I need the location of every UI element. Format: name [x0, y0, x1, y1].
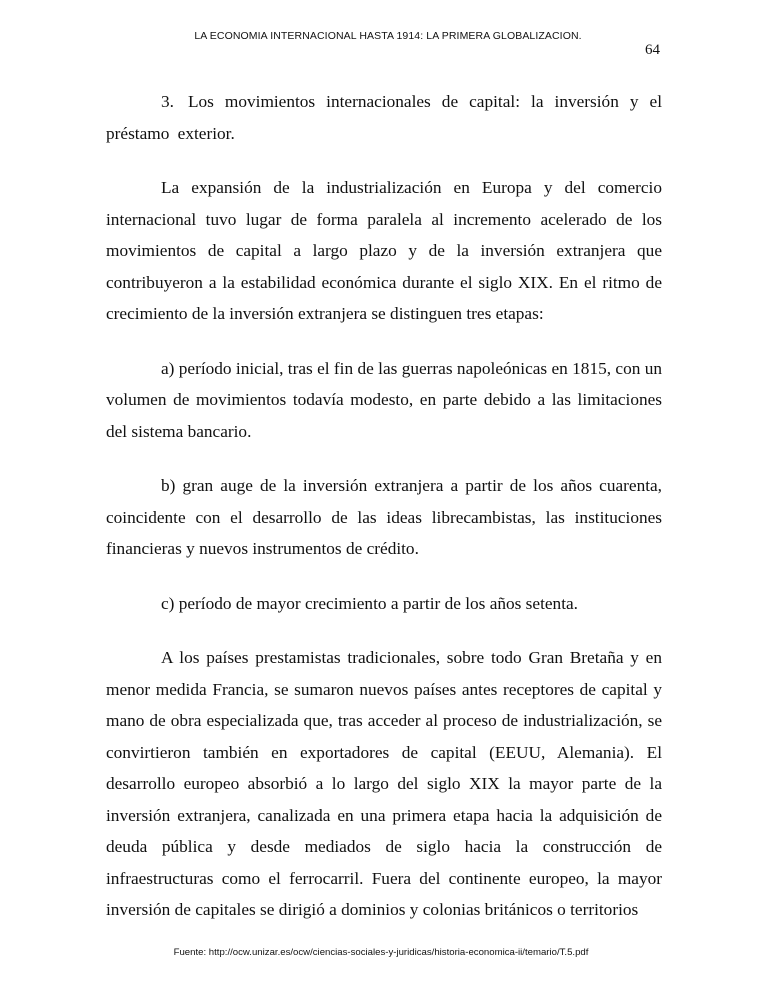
page-number: 64 [645, 42, 660, 58]
paragraph-intro: La expansión de la industrialización en Europa y del comercio internacional tuvo lugar de forma paralela al incremento acelerado de los movimientos de capital a largo plazo y de la inversión extranjera que contribuyeron a la estabilidad económica durante el siglo XIX. En el ritmo de crecimiento de la inversión extranjera se distinguen tres etapas: [106, 178, 662, 323]
paragraph-lenders: A los países prestamistas tradicionales, sobre todo Gran Bretaña y en menor medida Francia, se sumaron nuevos países antes receptores de capital y mano de obra especializada que, tras acceder al proceso de industrialización, se convirtieron también en exportadores de capital (EEUU, Alemania). El desarrollo europeo absorbió a lo largo del siglo XIX la mayor parte de la inversión extranjera, canalizada en una primera etapa hacia la adquisición de deuda pública y desde mediados de siglo hacia la construcción de infraestructuras como el ferrocarril. Fuera del continente europeo, la mayor inversión de capitales se dirigió a dominios y colonias británicos o territorios [106, 648, 662, 919]
section-number: 3. [161, 92, 174, 111]
section-heading [106, 86, 662, 149]
paragraph-stage-c: c) período de mayor crecimiento a partir de los años setenta. [161, 593, 578, 613]
paragraph-stage-b: b) gran auge de la inversión extranjera a partir de los años cuarenta, coincidente con el desarrollo de las ideas librecambistas, las instituciones financieras y nuevos instrumentos de crédito. [106, 476, 662, 558]
paragraph-stage-a: a) período inicial, tras el fin de las guerras napoleónicas en 1815, con un volumen de movimientos todavía modesto, en parte debido a las limitaciones del sistema bancario. [106, 358, 662, 441]
document-body [106, 86, 662, 949]
section-title: Los movimientos internacionales de capital: la inversión y el préstamo exterior. [106, 92, 662, 143]
running-header: LA ECONOMIA INTERNACIONAL HASTA 1914: LA PRIMERA GLOBALIZACION. [194, 30, 582, 42]
source-footer: Fuente: http://ocw.unizar.es/ocw/ciencias-sociales-y-juridicas/historia-economica-ii/temario/T.5.pdf [173, 947, 589, 958]
